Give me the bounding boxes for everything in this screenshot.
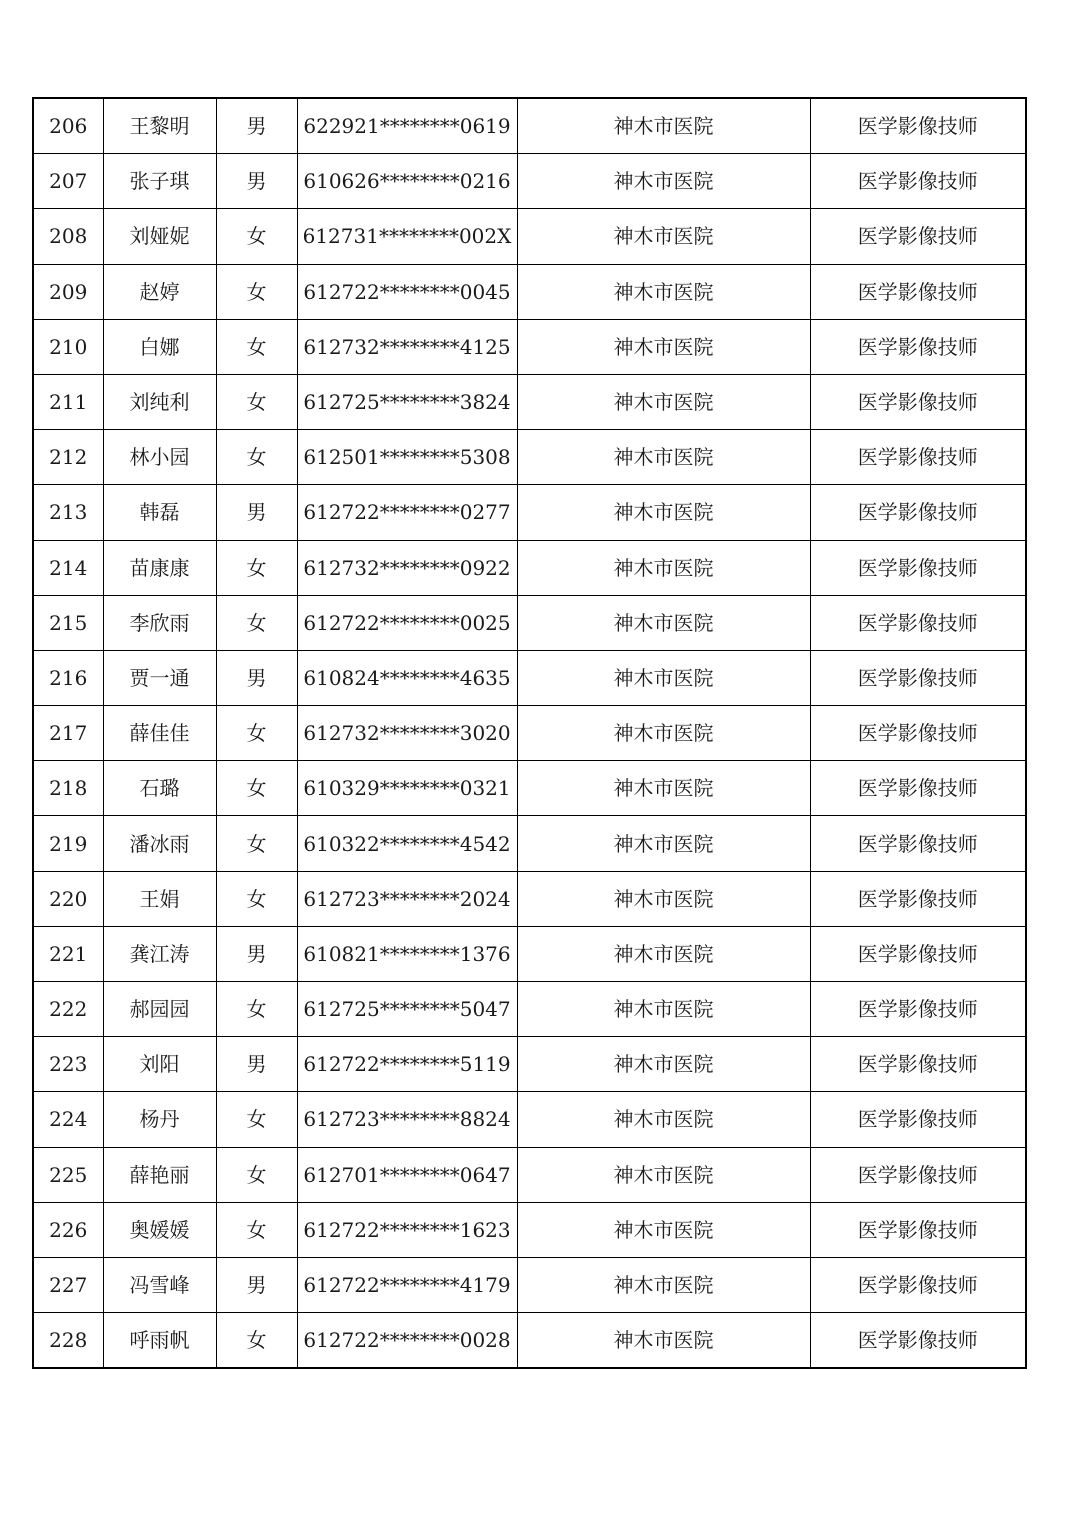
gender-cell: 男	[216, 1257, 297, 1312]
unit-cell: 神木市医院	[517, 319, 810, 374]
position-cell: 医学影像技师	[810, 871, 1026, 926]
id-number-cell: 610329********0321	[297, 761, 517, 816]
position-cell: 医学影像技师	[810, 1147, 1026, 1202]
gender-cell: 女	[216, 209, 297, 264]
row-number-cell: 209	[33, 264, 103, 319]
id-number-cell: 610821********1376	[297, 926, 517, 981]
row-number-cell: 218	[33, 761, 103, 816]
gender-cell: 男	[216, 650, 297, 705]
unit-cell: 神木市医院	[517, 816, 810, 871]
row-number-cell: 217	[33, 706, 103, 761]
table-row	[33, 430, 1026, 485]
position-cell: 医学影像技师	[810, 761, 1026, 816]
table-row	[33, 540, 1026, 595]
row-number-cell: 227	[33, 1257, 103, 1312]
table-row	[33, 1147, 1026, 1202]
candidate-table-body	[33, 98, 1026, 1368]
table-row	[33, 264, 1026, 319]
table-row	[33, 374, 1026, 429]
gender-cell: 男	[216, 485, 297, 540]
unit-cell: 神木市医院	[517, 1257, 810, 1312]
unit-cell: 神木市医院	[517, 1037, 810, 1092]
gender-cell: 男	[216, 926, 297, 981]
position-cell: 医学影像技师	[810, 1202, 1026, 1257]
unit-cell: 神木市医院	[517, 871, 810, 926]
position-cell: 医学影像技师	[810, 1092, 1026, 1147]
unit-cell: 神木市医院	[517, 209, 810, 264]
gender-cell: 女	[216, 374, 297, 429]
gender-cell: 女	[216, 706, 297, 761]
position-cell: 医学影像技师	[810, 264, 1026, 319]
unit-cell: 神木市医院	[517, 926, 810, 981]
name-cell: 贾一通	[103, 650, 216, 705]
row-number-cell: 213	[33, 485, 103, 540]
name-cell: 白娜	[103, 319, 216, 374]
row-number-cell: 216	[33, 650, 103, 705]
name-cell: 刘纯利	[103, 374, 216, 429]
gender-cell: 女	[216, 761, 297, 816]
id-number-cell: 610322********4542	[297, 816, 517, 871]
position-cell: 医学影像技师	[810, 319, 1026, 374]
id-number-cell: 612723********8824	[297, 1092, 517, 1147]
row-number-cell: 228	[33, 1313, 103, 1369]
name-cell: 薛艳丽	[103, 1147, 216, 1202]
position-cell: 医学影像技师	[810, 98, 1026, 154]
id-number-cell: 612731********002X	[297, 209, 517, 264]
position-cell: 医学影像技师	[810, 595, 1026, 650]
gender-cell: 女	[216, 540, 297, 595]
unit-cell: 神木市医院	[517, 374, 810, 429]
gender-cell: 女	[216, 319, 297, 374]
unit-cell: 神木市医院	[517, 1313, 810, 1369]
table-row	[33, 154, 1026, 209]
id-number-cell: 612722********1623	[297, 1202, 517, 1257]
id-number-cell: 610626********0216	[297, 154, 517, 209]
table-row	[33, 1257, 1026, 1312]
unit-cell: 神木市医院	[517, 264, 810, 319]
name-cell: 刘娅妮	[103, 209, 216, 264]
table-row	[33, 595, 1026, 650]
name-cell: 龚江涛	[103, 926, 216, 981]
position-cell: 医学影像技师	[810, 154, 1026, 209]
id-number-cell: 622921********0619	[297, 98, 517, 154]
unit-cell: 神木市医院	[517, 761, 810, 816]
name-cell: 林小园	[103, 430, 216, 485]
name-cell: 李欣雨	[103, 595, 216, 650]
row-number-cell: 226	[33, 1202, 103, 1257]
id-number-cell: 612732********4125	[297, 319, 517, 374]
row-number-cell: 215	[33, 595, 103, 650]
name-cell: 奥媛媛	[103, 1202, 216, 1257]
name-cell: 刘阳	[103, 1037, 216, 1092]
row-number-cell: 212	[33, 430, 103, 485]
unit-cell: 神木市医院	[517, 1147, 810, 1202]
name-cell: 王黎明	[103, 98, 216, 154]
unit-cell: 神木市医院	[517, 650, 810, 705]
position-cell: 医学影像技师	[810, 926, 1026, 981]
id-number-cell: 612725********5047	[297, 982, 517, 1037]
id-number-cell: 612725********3824	[297, 374, 517, 429]
name-cell: 石璐	[103, 761, 216, 816]
id-number-cell: 612722********0025	[297, 595, 517, 650]
unit-cell: 神木市医院	[517, 1202, 810, 1257]
position-cell: 医学影像技师	[810, 374, 1026, 429]
id-number-cell: 612722********4179	[297, 1257, 517, 1312]
position-cell: 医学影像技师	[810, 1037, 1026, 1092]
gender-cell: 女	[216, 1147, 297, 1202]
unit-cell: 神木市医院	[517, 595, 810, 650]
row-number-cell: 208	[33, 209, 103, 264]
gender-cell: 男	[216, 154, 297, 209]
row-number-cell: 219	[33, 816, 103, 871]
name-cell: 杨丹	[103, 1092, 216, 1147]
id-number-cell: 612732********0922	[297, 540, 517, 595]
table-row	[33, 871, 1026, 926]
row-number-cell: 206	[33, 98, 103, 154]
table-row	[33, 1037, 1026, 1092]
gender-cell: 女	[216, 430, 297, 485]
gender-cell: 男	[216, 98, 297, 154]
table-row	[33, 816, 1026, 871]
id-number-cell: 612732********3020	[297, 706, 517, 761]
id-number-cell: 612722********0277	[297, 485, 517, 540]
row-number-cell: 220	[33, 871, 103, 926]
row-number-cell: 225	[33, 1147, 103, 1202]
candidate-table	[32, 97, 1027, 1369]
row-number-cell: 223	[33, 1037, 103, 1092]
gender-cell: 女	[216, 1092, 297, 1147]
name-cell: 张子琪	[103, 154, 216, 209]
id-number-cell: 612722********0028	[297, 1313, 517, 1369]
gender-cell: 女	[216, 982, 297, 1037]
table-row	[33, 1202, 1026, 1257]
position-cell: 医学影像技师	[810, 982, 1026, 1037]
position-cell: 医学影像技师	[810, 650, 1026, 705]
unit-cell: 神木市医院	[517, 154, 810, 209]
row-number-cell: 224	[33, 1092, 103, 1147]
name-cell: 苗康康	[103, 540, 216, 595]
table-row	[33, 982, 1026, 1037]
name-cell: 潘冰雨	[103, 816, 216, 871]
unit-cell: 神木市医院	[517, 1092, 810, 1147]
name-cell: 韩磊	[103, 485, 216, 540]
unit-cell: 神木市医院	[517, 540, 810, 595]
table-row	[33, 319, 1026, 374]
table-row	[33, 761, 1026, 816]
id-number-cell: 612722********0045	[297, 264, 517, 319]
id-number-cell: 612701********0647	[297, 1147, 517, 1202]
position-cell: 医学影像技师	[810, 209, 1026, 264]
table-row	[33, 926, 1026, 981]
gender-cell: 男	[216, 1037, 297, 1092]
name-cell: 呼雨帆	[103, 1313, 216, 1369]
name-cell: 薛佳佳	[103, 706, 216, 761]
unit-cell: 神木市医院	[517, 706, 810, 761]
position-cell: 医学影像技师	[810, 485, 1026, 540]
table-row	[33, 706, 1026, 761]
gender-cell: 女	[216, 816, 297, 871]
unit-cell: 神木市医院	[517, 98, 810, 154]
table-row	[33, 1313, 1026, 1369]
unit-cell: 神木市医院	[517, 982, 810, 1037]
gender-cell: 女	[216, 871, 297, 926]
position-cell: 医学影像技师	[810, 540, 1026, 595]
name-cell: 冯雪峰	[103, 1257, 216, 1312]
row-number-cell: 221	[33, 926, 103, 981]
row-number-cell: 210	[33, 319, 103, 374]
position-cell: 医学影像技师	[810, 706, 1026, 761]
row-number-cell: 207	[33, 154, 103, 209]
id-number-cell: 612723********2024	[297, 871, 517, 926]
position-cell: 医学影像技师	[810, 1313, 1026, 1369]
position-cell: 医学影像技师	[810, 1257, 1026, 1312]
id-number-cell: 612722********5119	[297, 1037, 517, 1092]
name-cell: 王娟	[103, 871, 216, 926]
row-number-cell: 222	[33, 982, 103, 1037]
position-cell: 医学影像技师	[810, 816, 1026, 871]
name-cell: 郝园园	[103, 982, 216, 1037]
gender-cell: 女	[216, 595, 297, 650]
gender-cell: 女	[216, 1202, 297, 1257]
row-number-cell: 214	[33, 540, 103, 595]
id-number-cell: 612501********5308	[297, 430, 517, 485]
row-number-cell: 211	[33, 374, 103, 429]
name-cell: 赵婷	[103, 264, 216, 319]
unit-cell: 神木市医院	[517, 485, 810, 540]
table-row	[33, 98, 1026, 154]
id-number-cell: 610824********4635	[297, 650, 517, 705]
position-cell: 医学影像技师	[810, 430, 1026, 485]
table-row	[33, 1092, 1026, 1147]
table-row	[33, 485, 1026, 540]
gender-cell: 女	[216, 264, 297, 319]
gender-cell: 女	[216, 1313, 297, 1369]
table-row	[33, 209, 1026, 264]
unit-cell: 神木市医院	[517, 430, 810, 485]
table-row	[33, 650, 1026, 705]
